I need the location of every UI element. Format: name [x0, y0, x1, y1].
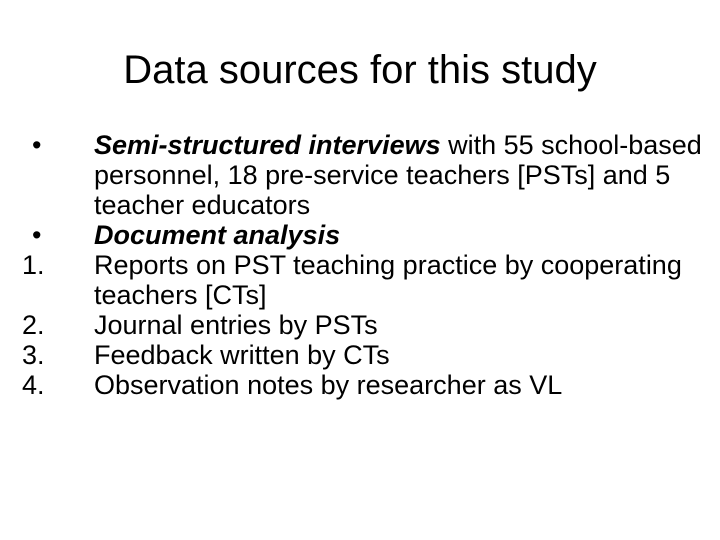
item-text: Feedback written by CTs	[94, 340, 390, 370]
list-item-feedback	[22, 340, 702, 370]
item-lead: Document analysis	[94, 220, 341, 250]
number-marker: 1.	[22, 250, 45, 280]
list-item-reports	[22, 250, 702, 310]
item-lead: Semi-structured interviews	[94, 130, 441, 160]
list-item-journal	[22, 310, 702, 340]
list-item-observation	[22, 370, 702, 400]
bullet-marker: •	[32, 130, 42, 160]
number-marker: 2.	[22, 310, 45, 340]
content-list	[22, 130, 702, 400]
item-text: Reports on PST teaching practice by cooperating teachers [CTs]	[94, 250, 682, 310]
item-text: Journal entries by PSTs	[94, 310, 378, 340]
number-marker: 3.	[22, 340, 45, 370]
item-text: Observation notes by researcher as VL	[94, 370, 563, 400]
number-marker: 4.	[22, 370, 45, 400]
list-item-interviews	[22, 130, 702, 220]
item-text: with 55 school-based personnel, 18 pre-service teachers [PSTs] and 5 teacher educators	[94, 130, 702, 220]
slide-title: Data sources for this study	[123, 48, 597, 92]
bullet-marker: •	[32, 220, 42, 250]
list-item-document-analysis	[22, 220, 702, 250]
